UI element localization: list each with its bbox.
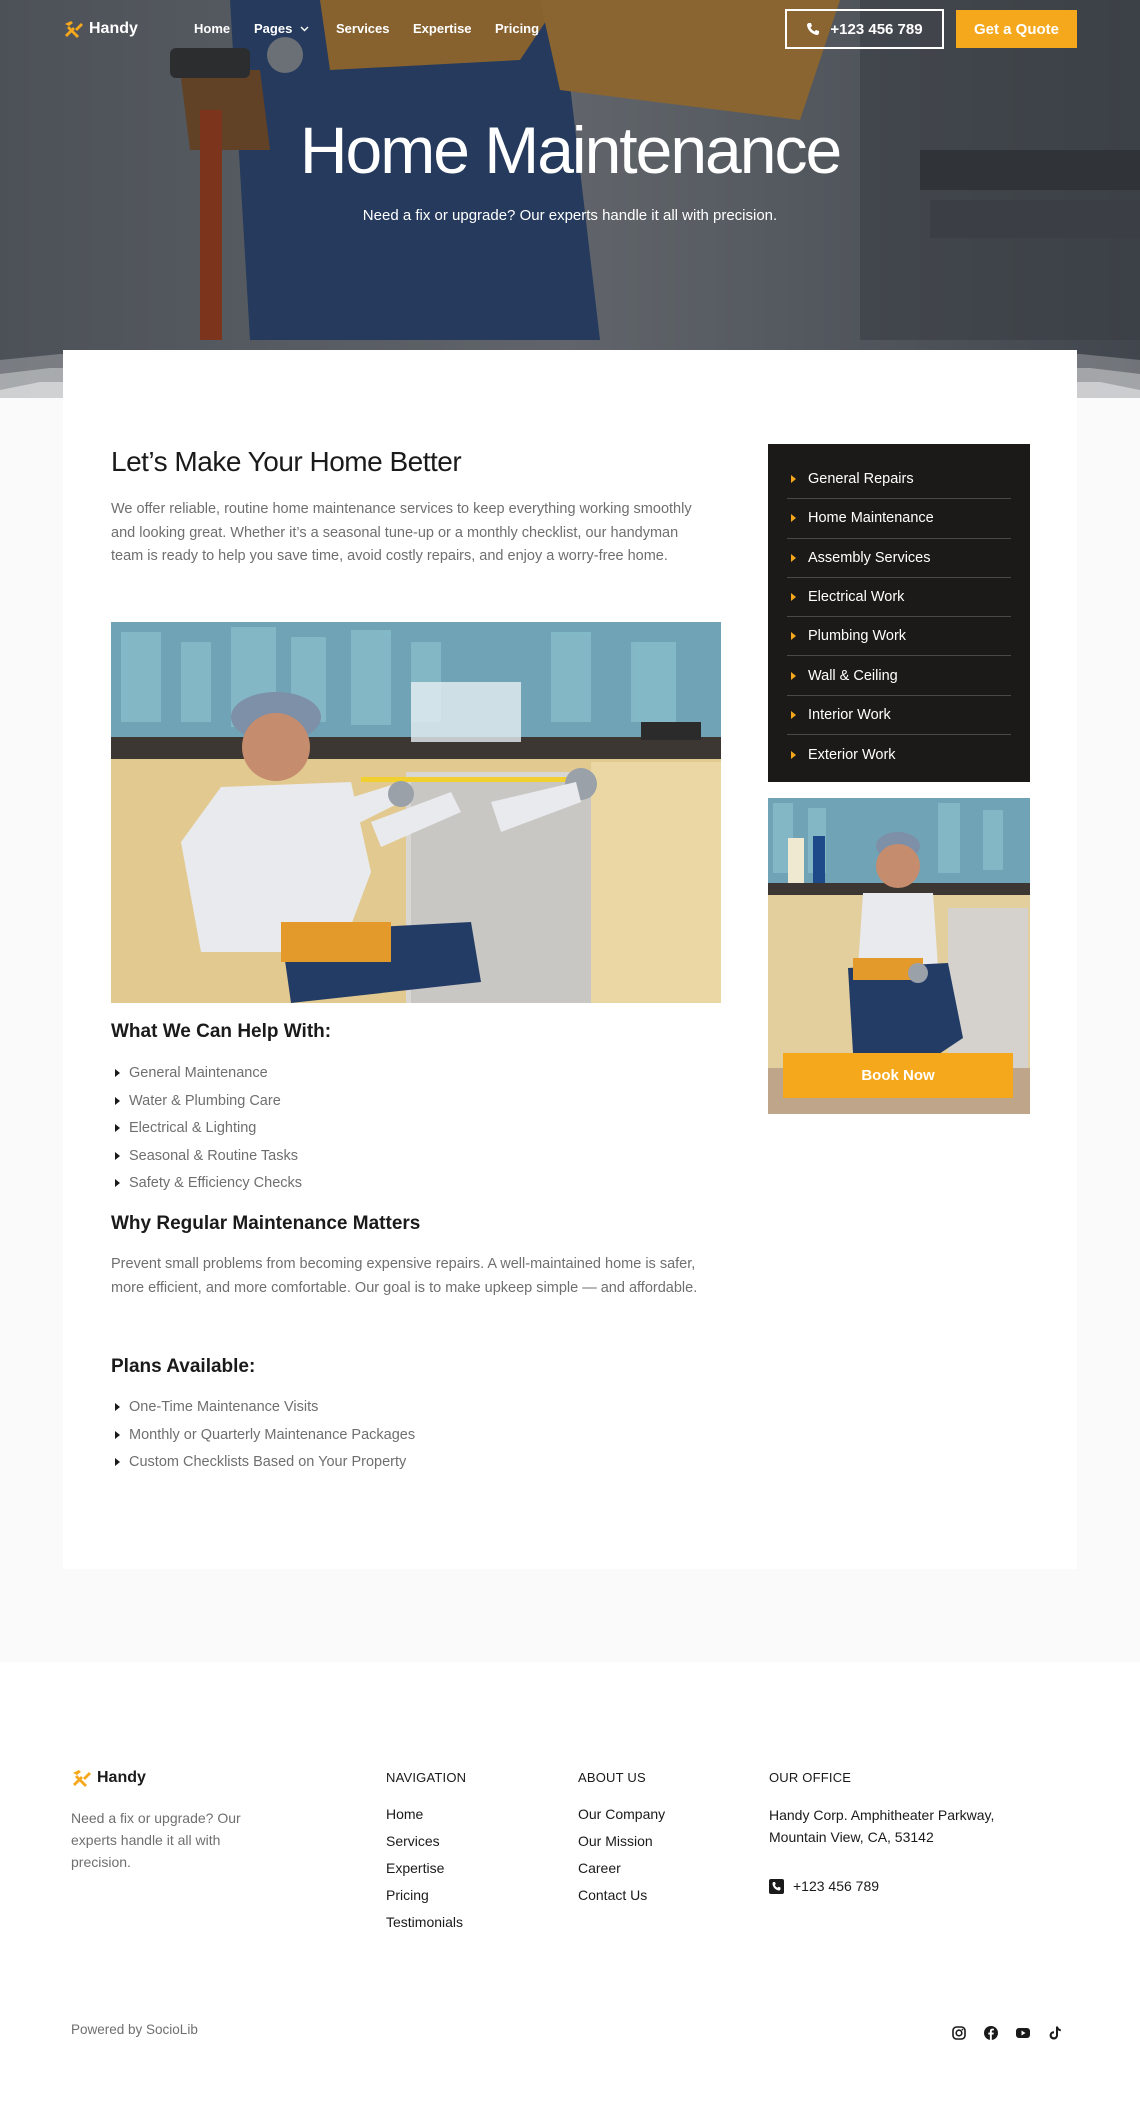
youtube-icon[interactable] xyxy=(1015,2025,1031,2041)
phone-button[interactable] xyxy=(785,9,944,49)
footer-brand-name: Handy xyxy=(97,1769,146,1786)
services-sidebar xyxy=(768,444,1030,782)
nav-pages-label: Pages xyxy=(254,21,293,36)
tools-logo-icon xyxy=(63,20,83,38)
sidebar-item-label: Electrical Work xyxy=(808,589,905,606)
plans-heading: Plans Available: xyxy=(111,1356,256,1377)
brand-name: Handy xyxy=(89,20,138,37)
instagram-icon[interactable] xyxy=(951,2025,967,2041)
caret-right-icon xyxy=(791,554,796,562)
sidebar-item-label: Wall & Ceiling xyxy=(808,667,898,684)
sidebar-item-home-maintenance[interactable] xyxy=(787,499,1011,538)
hero-subtitle: Need a fix or upgrade? Our experts handle it all with precision. xyxy=(362,207,778,224)
sidebar-item-label: Plumbing Work xyxy=(808,628,907,645)
footer-link-home[interactable]: Home xyxy=(386,1806,424,1822)
sidebar-item-label: General Repairs xyxy=(808,471,914,488)
list-item: Electrical & Lighting xyxy=(111,1118,302,1146)
tiktok-icon[interactable] xyxy=(1047,2025,1063,2041)
facebook-icon[interactable] xyxy=(983,2025,999,2041)
footer-about-heading: ABOUT US xyxy=(578,1770,646,1785)
list-item: Seasonal & Routine Tasks xyxy=(111,1146,302,1174)
tools-logo-icon xyxy=(71,1769,91,1787)
list-item: Custom Checklists Based on Your Property xyxy=(111,1452,415,1480)
footer-link-services[interactable]: Services xyxy=(386,1833,440,1849)
caret-right-icon xyxy=(791,475,796,483)
footer-nav-heading: NAVIGATION xyxy=(386,1770,467,1785)
footer-about-list xyxy=(578,1804,665,1912)
book-now-button[interactable]: Book Now xyxy=(783,1053,1013,1098)
office-phone-label: +123 456 789 xyxy=(793,1878,880,1894)
list-item: One-Time Maintenance Visits xyxy=(111,1397,415,1425)
caret-right-icon xyxy=(791,672,796,680)
office-address: Handy Corp. Amphitheater Parkway, Mountain View, CA, 53142 xyxy=(769,1807,995,1845)
hero-section xyxy=(0,0,1140,408)
footer-link-career[interactable]: Career xyxy=(578,1860,621,1876)
brand-logo[interactable] xyxy=(63,20,138,38)
sidebar-item-label: Home Maintenance xyxy=(808,510,934,527)
sidebar-item-electrical-work[interactable] xyxy=(787,578,1011,617)
why-paragraph: Prevent small problems from becoming expensive repairs. A well-maintained home is safer, more efficient, and more comfortable. Our goal is to make upkeep simple — and affordable. xyxy=(111,1256,698,1296)
nav-home[interactable]: Home xyxy=(194,21,231,36)
intro-paragraph: We offer reliable, routine home maintenance services to keep everything working smoothly and looking great. Whether it’s a seasonal tune-up or a monthly checklist, our handyman team is ready to help you save time, avoid costly repairs, and enjoy a worry-free home. xyxy=(111,501,692,564)
sidebar-item-general-repairs[interactable] xyxy=(787,460,1011,499)
chevron-down-icon xyxy=(300,26,309,32)
get-quote-button[interactable]: Get a Quote xyxy=(956,10,1077,48)
nav-services[interactable]: Services xyxy=(336,21,390,36)
help-heading: What We Can Help With: xyxy=(111,1021,332,1042)
nav-pages[interactable] xyxy=(254,21,309,36)
sidebar-item-label: Exterior Work xyxy=(808,746,896,763)
sidebar-item-interior-work[interactable] xyxy=(787,696,1011,735)
footer-link-expertise[interactable]: Expertise xyxy=(386,1860,445,1876)
caret-right-icon xyxy=(791,632,796,640)
sidebar-item-wall-ceiling[interactable] xyxy=(787,656,1011,695)
list-item: Water & Plumbing Care xyxy=(111,1091,302,1119)
footer-nav-list xyxy=(386,1804,463,1939)
footer-link-contact-us[interactable]: Contact Us xyxy=(578,1887,648,1903)
phone-square-icon xyxy=(769,1879,784,1894)
phone-button-label: +123 456 789 xyxy=(830,20,923,38)
sidebar-item-assembly-services[interactable] xyxy=(787,539,1011,578)
handyman-measuring-photo xyxy=(111,622,721,1003)
footer-link-our-mission[interactable]: Our Mission xyxy=(578,1833,653,1849)
sidebar-item-label: Interior Work xyxy=(808,706,891,723)
social-links xyxy=(951,2025,1063,2041)
caret-right-icon xyxy=(791,711,796,719)
footer-logo[interactable] xyxy=(71,1769,146,1787)
sidebar-item-plumbing-work[interactable] xyxy=(787,617,1011,656)
why-heading: Why Regular Maintenance Matters xyxy=(111,1213,421,1234)
sidebar-item-label: Assembly Services xyxy=(808,549,931,566)
help-list xyxy=(111,1063,302,1201)
footer-office-heading: OUR OFFICE xyxy=(769,1770,852,1785)
list-item: Safety & Efficiency Checks xyxy=(111,1173,302,1201)
page-heading: Let’s Make Your Home Better xyxy=(111,446,462,477)
footer xyxy=(0,1662,1140,2111)
top-navbar xyxy=(0,0,1140,58)
caret-right-icon xyxy=(791,751,796,759)
phone-icon xyxy=(806,22,820,36)
footer-link-pricing[interactable]: Pricing xyxy=(386,1887,429,1903)
list-item: Monthly or Quarterly Maintenance Packages xyxy=(111,1425,415,1453)
footer-link-testimonials[interactable]: Testimonials xyxy=(386,1914,464,1930)
nav-pricing[interactable]: Pricing xyxy=(495,21,540,36)
caret-right-icon xyxy=(791,514,796,522)
plans-list xyxy=(111,1397,415,1480)
footer-tagline: Need a fix or upgrade? Our experts handle it all with precision. xyxy=(71,1810,241,1870)
sidebar-item-exterior-work[interactable] xyxy=(787,735,1011,774)
office-phone[interactable] xyxy=(769,1878,879,1894)
footer-link-our-company[interactable]: Our Company xyxy=(578,1806,666,1822)
caret-right-icon xyxy=(791,593,796,601)
nav-expertise[interactable]: Expertise xyxy=(413,21,472,36)
list-item: General Maintenance xyxy=(111,1063,302,1091)
hero-title: Home Maintenance xyxy=(299,113,841,187)
powered-by: Powered by SocioLib xyxy=(71,2022,198,2037)
